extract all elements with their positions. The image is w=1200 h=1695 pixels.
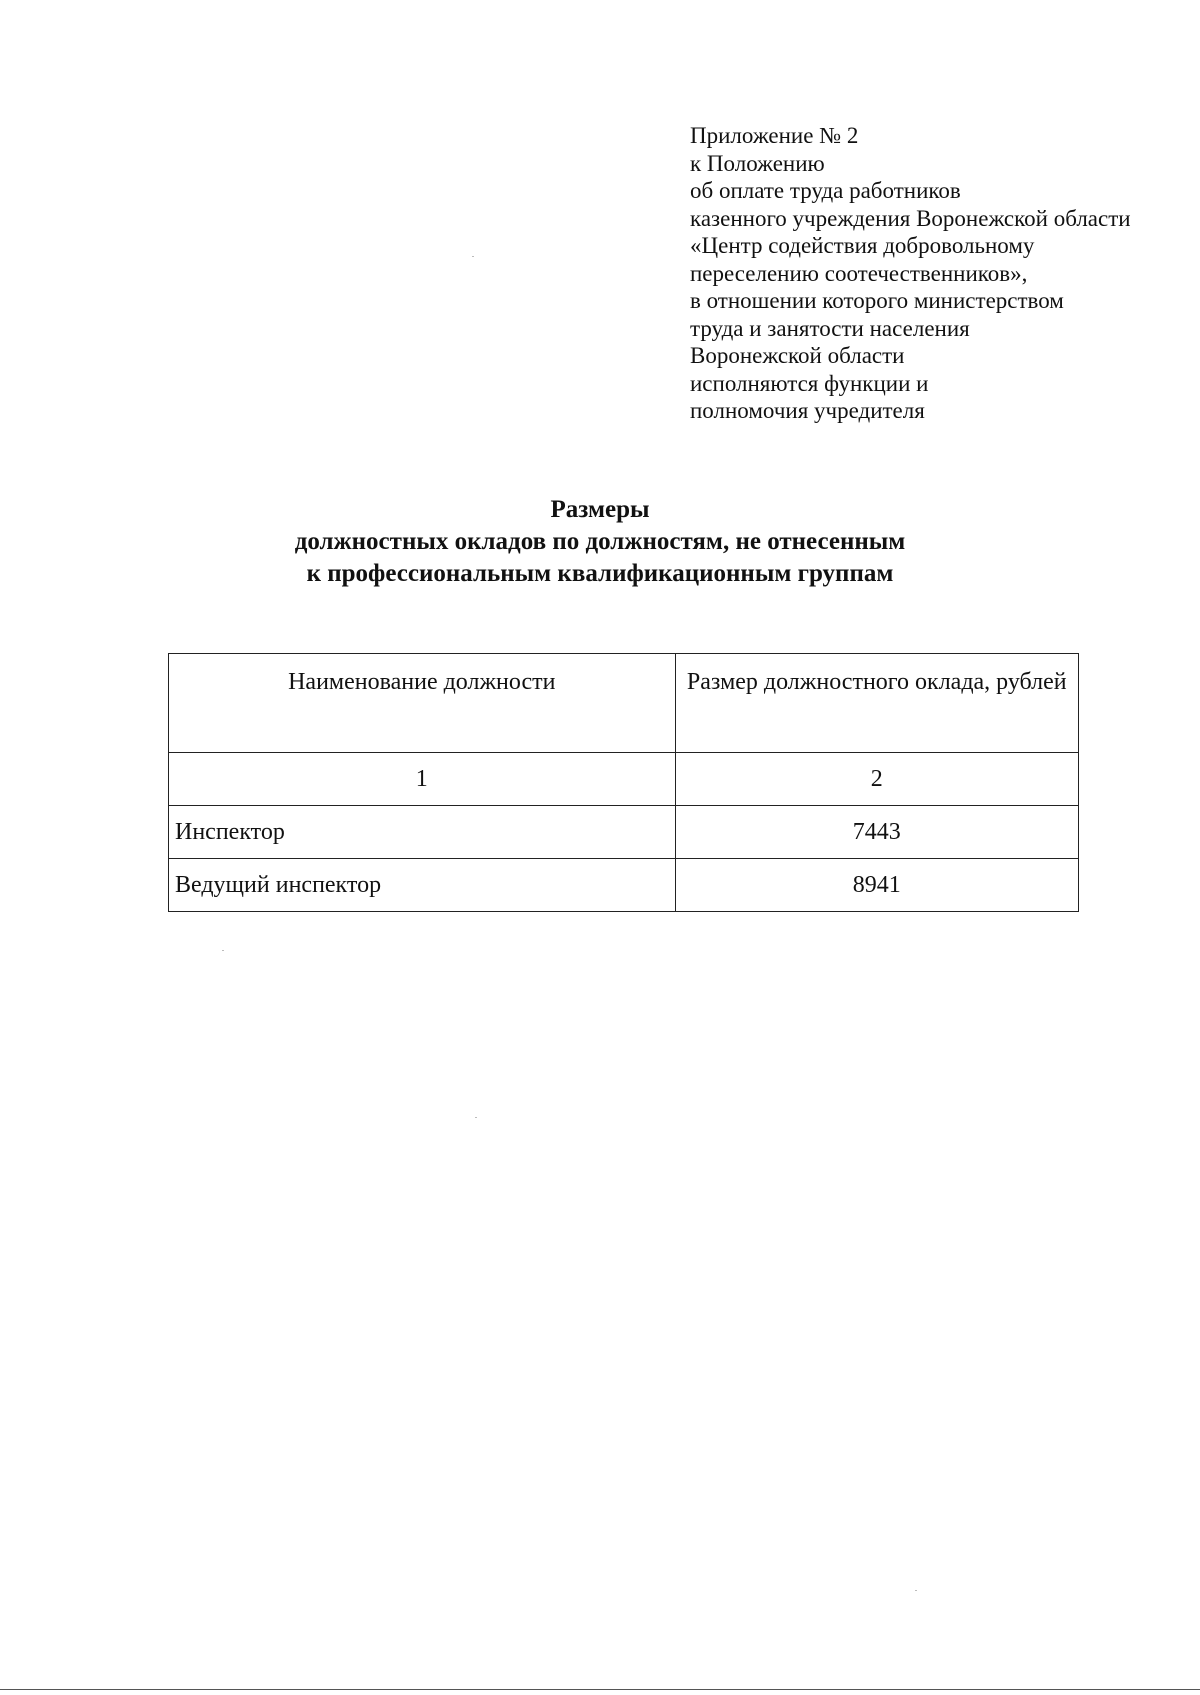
appendix-note bbox=[690, 122, 1190, 425]
scan-speck bbox=[222, 950, 224, 951]
appendix-line: Воронежской области bbox=[690, 343, 905, 368]
document-title bbox=[0, 494, 1200, 590]
appendix-line: к Положению bbox=[690, 150, 825, 176]
scan-speck bbox=[475, 1117, 477, 1118]
appendix-line: Приложение № 2 bbox=[690, 123, 859, 148]
column-number-row bbox=[169, 753, 1079, 806]
appendix-line: полномочия учредителя bbox=[690, 398, 925, 423]
position-cell: Инспектор bbox=[169, 806, 676, 859]
column-number: 1 bbox=[169, 753, 676, 806]
position-cell: Ведущий инспектор bbox=[169, 859, 676, 912]
title-line-3: к профессиональным квалификационным группам bbox=[306, 560, 894, 587]
salary-cell: 8941 bbox=[675, 859, 1078, 912]
appendix-line: в отношении которого министерством bbox=[690, 288, 1064, 313]
salary-table bbox=[168, 653, 1079, 912]
title-line-1: Размеры bbox=[550, 496, 650, 523]
scan-edge-line bbox=[0, 1689, 1200, 1690]
appendix-line: переселению соотечественников», bbox=[690, 260, 1028, 286]
appendix-line: об оплате труда работников bbox=[690, 178, 961, 203]
table-row bbox=[169, 859, 1079, 912]
appendix-line: исполняются функции и bbox=[690, 370, 929, 396]
header-salary-size: Размер должностного оклада, рублей bbox=[675, 654, 1078, 753]
salary-cell: 7443 bbox=[675, 806, 1078, 859]
column-number: 2 bbox=[675, 753, 1078, 806]
appendix-line: «Центр содействия добровольному bbox=[690, 233, 1035, 258]
header-position-name: Наименование должности bbox=[169, 654, 676, 753]
table-header-row bbox=[169, 654, 1079, 753]
scan-speck bbox=[472, 256, 474, 257]
scan-speck bbox=[915, 1590, 917, 1591]
appendix-line: труда и занятости населения bbox=[690, 315, 970, 341]
title-line-2: должностных окладов по должностям, не отнесенным bbox=[294, 528, 906, 555]
appendix-line: казенного учреждения Воронежской области bbox=[690, 205, 1131, 231]
table-row bbox=[169, 806, 1079, 859]
